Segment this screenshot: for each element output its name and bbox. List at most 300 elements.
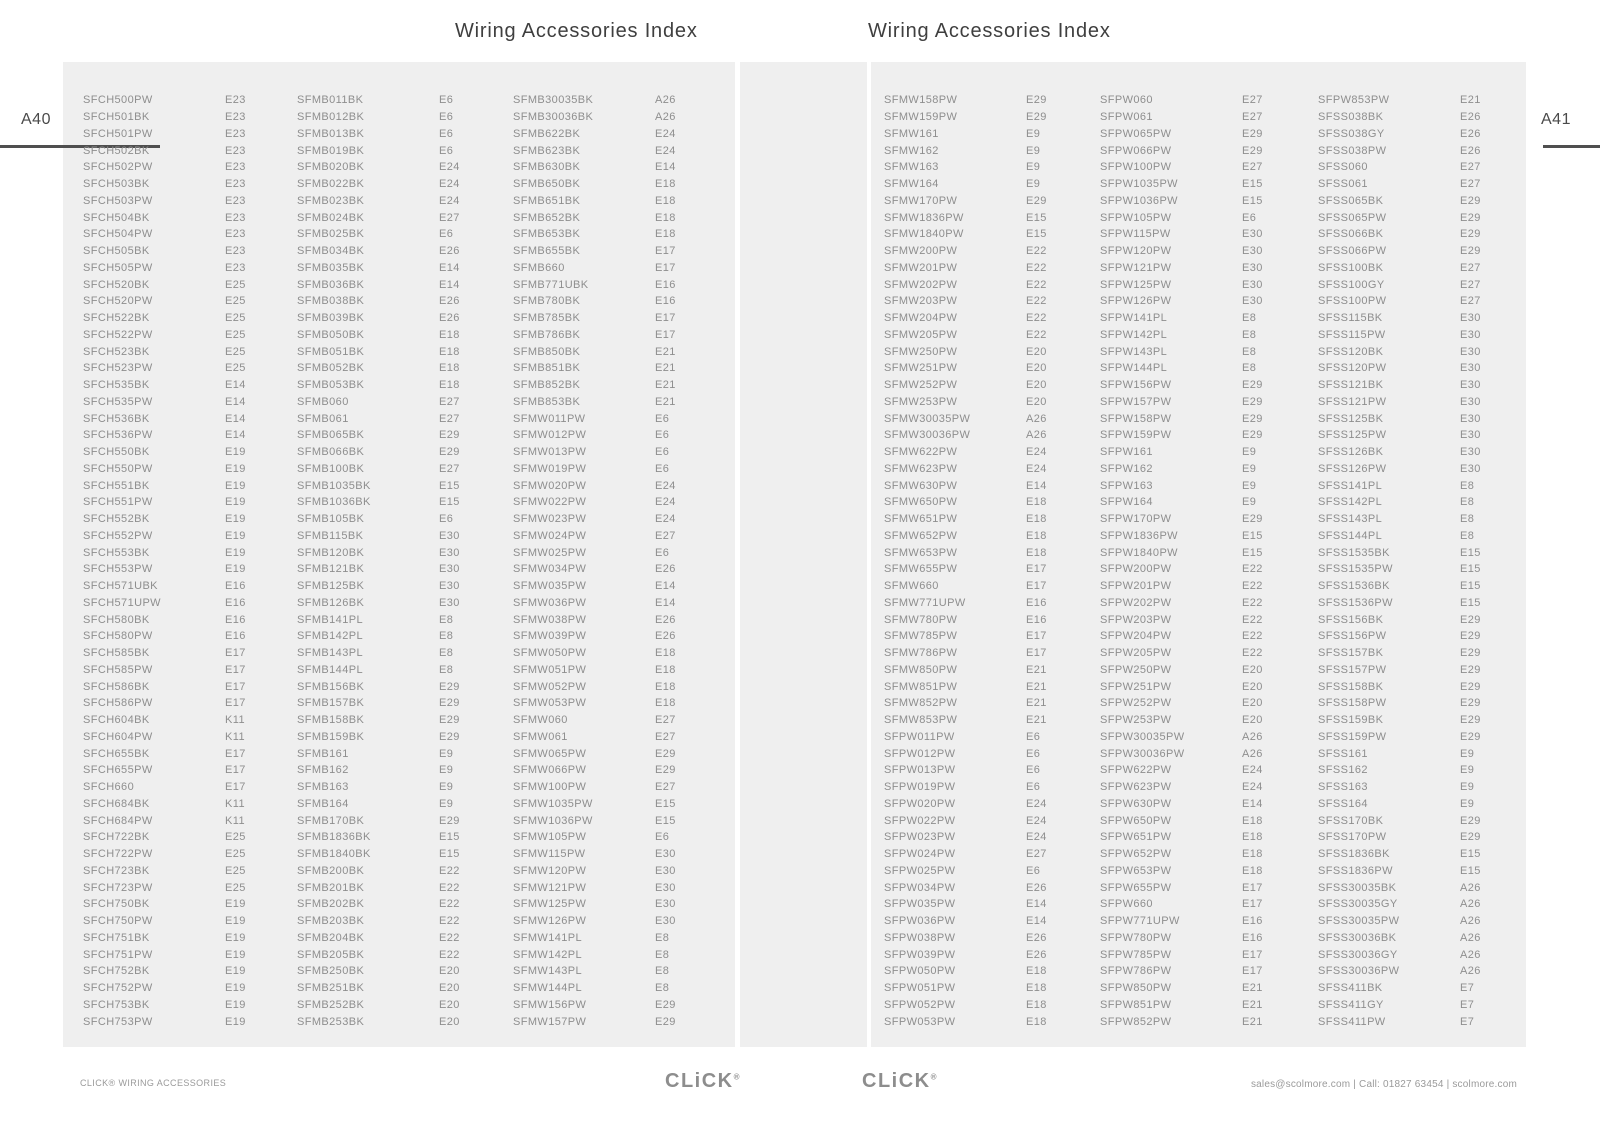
index-row xyxy=(1318,678,1481,695)
index-row xyxy=(1100,461,1263,478)
product-code: SFMB1840BK xyxy=(297,848,371,861)
index-row xyxy=(83,293,246,310)
product-code: SFPW851PW xyxy=(1100,998,1172,1011)
index-row xyxy=(83,394,246,411)
page-reference: E30 xyxy=(1242,228,1263,241)
product-code: SFMW200PW xyxy=(884,245,958,258)
page-reference: E30 xyxy=(1242,295,1263,308)
product-code: SFMB013BK xyxy=(297,127,365,140)
product-code: SFCH723BK xyxy=(83,864,150,877)
index-row xyxy=(1318,92,1481,109)
page-reference: E20 xyxy=(1026,362,1047,375)
product-code: SFMB651BK xyxy=(513,194,581,207)
product-code: SFMW144PL xyxy=(513,982,583,995)
page-reference: E27 xyxy=(439,211,460,224)
page-reference: E16 xyxy=(225,596,246,609)
product-code: SFPW1836PW xyxy=(1100,529,1178,542)
product-code: SFMW204PW xyxy=(884,312,958,325)
index-row xyxy=(884,846,1047,863)
page-reference: E18 xyxy=(1026,1015,1047,1028)
index-row xyxy=(513,410,676,427)
product-code: SFPW30036PW xyxy=(1100,747,1185,760)
page-reference: E21 xyxy=(1242,1015,1263,1028)
index-row xyxy=(1100,394,1263,411)
product-code: SFCH585BK xyxy=(83,647,150,660)
index-row xyxy=(1318,377,1481,394)
index-row xyxy=(513,863,676,880)
page-reference: E29 xyxy=(1460,647,1481,660)
product-code: SFSS1535BK xyxy=(1318,546,1390,559)
product-code: SFMB170BK xyxy=(297,814,365,827)
product-code: SFMB622BK xyxy=(513,127,581,140)
page-reference: E16 xyxy=(655,295,676,308)
page-reference: E21 xyxy=(655,395,676,408)
page-reference: E9 xyxy=(1026,144,1041,157)
index-column-left-2 xyxy=(297,92,460,1030)
page-reference: E18 xyxy=(655,680,676,693)
page-reference: E27 xyxy=(1026,848,1047,861)
product-code: SFSS164 xyxy=(1318,797,1368,810)
product-code: SFSS060 xyxy=(1318,161,1368,174)
index-row xyxy=(297,963,460,980)
product-code: SFSS143PL xyxy=(1318,513,1383,526)
page-reference: E25 xyxy=(225,312,246,325)
product-code: SFPW252PW xyxy=(1100,697,1172,710)
product-code: SFSS30035GY xyxy=(1318,898,1398,911)
page-reference: E16 xyxy=(1242,931,1263,944)
product-code: SFCH535BK xyxy=(83,379,150,392)
product-code: SFMW623PW xyxy=(884,462,958,475)
index-row xyxy=(884,611,1047,628)
product-code: SFSS126PW xyxy=(1318,462,1387,475)
product-code: SFCH550BK xyxy=(83,446,150,459)
product-code: SFMB126BK xyxy=(297,596,365,609)
page-reference: E7 xyxy=(1460,1015,1475,1028)
index-row xyxy=(297,159,460,176)
page-reference: E22 xyxy=(1026,261,1047,274)
page-reference: E14 xyxy=(439,261,460,274)
page-reference: E6 xyxy=(655,462,670,475)
page-reference: E24 xyxy=(1026,446,1047,459)
product-code: SFCH585PW xyxy=(83,663,153,676)
index-row xyxy=(513,1013,676,1030)
product-code: SFMW060 xyxy=(513,714,568,727)
page-reference: E15 xyxy=(439,831,460,844)
page-reference: E22 xyxy=(1026,295,1047,308)
page-reference: E16 xyxy=(1026,613,1047,626)
index-row xyxy=(1318,142,1481,159)
page-reference: E21 xyxy=(1026,697,1047,710)
page-reference: E16 xyxy=(225,613,246,626)
product-code: SFMW066PW xyxy=(513,764,587,777)
page-reference: E15 xyxy=(439,479,460,492)
index-row xyxy=(1318,846,1481,863)
index-row xyxy=(1100,226,1263,243)
page-reference: E29 xyxy=(439,714,460,727)
product-code: SFMW630PW xyxy=(884,479,958,492)
product-code: SFMW019PW xyxy=(513,462,587,475)
index-row xyxy=(297,528,460,545)
page-reference: E20 xyxy=(1242,663,1263,676)
product-code: SFPW164 xyxy=(1100,496,1153,509)
index-row xyxy=(513,461,676,478)
product-code: SFCH502BK xyxy=(83,144,150,157)
page-gutter-panel xyxy=(740,62,867,1047)
product-code: SFMB252BK xyxy=(297,998,365,1011)
page-reference: E19 xyxy=(225,915,246,928)
index-row xyxy=(513,729,676,746)
product-code: SFMB653BK xyxy=(513,228,581,241)
product-code: SFCH551PW xyxy=(83,496,153,509)
index-row xyxy=(297,377,460,394)
product-code: SFSS065PW xyxy=(1318,211,1387,224)
page-reference: E30 xyxy=(439,580,460,593)
index-row xyxy=(1100,260,1263,277)
product-code: SFCH684BK xyxy=(83,797,150,810)
product-code: SFCH660 xyxy=(83,781,135,794)
index-row xyxy=(1318,645,1481,662)
product-code: SFCH751BK xyxy=(83,931,150,944)
index-row xyxy=(297,109,460,126)
product-code: SFMB785BK xyxy=(513,312,581,325)
index-row xyxy=(83,377,246,394)
index-row xyxy=(1100,511,1263,528)
index-row xyxy=(297,846,460,863)
index-row xyxy=(83,109,246,126)
page-reference: E20 xyxy=(1026,379,1047,392)
product-code: SFCH750PW xyxy=(83,915,153,928)
index-row xyxy=(1318,829,1481,846)
product-code: SFCH604BK xyxy=(83,714,150,727)
index-row xyxy=(513,176,676,193)
page-reference: E18 xyxy=(1026,546,1047,559)
page-reference: E27 xyxy=(1242,94,1263,107)
product-code: SFMB852BK xyxy=(513,379,581,392)
page-reference: E7 xyxy=(1460,998,1475,1011)
product-code: SFCH552PW xyxy=(83,529,153,542)
product-code: SFPW061 xyxy=(1100,111,1153,124)
index-row xyxy=(884,243,1047,260)
index-row xyxy=(297,360,460,377)
product-code: SFPW203PW xyxy=(1100,613,1172,626)
page-reference: A26 xyxy=(1460,965,1481,978)
index-row xyxy=(83,829,246,846)
page-reference: E19 xyxy=(225,563,246,576)
index-row xyxy=(1100,980,1263,997)
product-code: SFPW050PW xyxy=(884,965,956,978)
index-row xyxy=(1100,779,1263,796)
index-row xyxy=(297,796,460,813)
product-code: SFMW120PW xyxy=(513,864,587,877)
product-code: SFMB143PL xyxy=(297,647,363,660)
product-code: SFPW100PW xyxy=(1100,161,1172,174)
product-code: SFMW061 xyxy=(513,730,568,743)
page-reference: E30 xyxy=(655,915,676,928)
page-number-right: A41 xyxy=(1541,111,1571,128)
index-row xyxy=(83,1013,246,1030)
page-reference: A26 xyxy=(1460,948,1481,961)
index-row xyxy=(884,779,1047,796)
product-code: SFSS158BK xyxy=(1318,680,1384,693)
product-code: SFMW023PW xyxy=(513,513,587,526)
index-row xyxy=(884,963,1047,980)
page-reference: E21 xyxy=(655,362,676,375)
page-reference: E30 xyxy=(655,898,676,911)
product-code: SFCH571UBK xyxy=(83,580,158,593)
product-code: SFPW653PW xyxy=(1100,864,1172,877)
product-code: SFPW202PW xyxy=(1100,596,1172,609)
product-code: SFMW100PW xyxy=(513,781,587,794)
page-reference: E20 xyxy=(1026,395,1047,408)
page-reference: E24 xyxy=(1026,831,1047,844)
product-code: SFMB036BK xyxy=(297,278,365,291)
page-reference: E15 xyxy=(439,848,460,861)
product-code: SFMB202BK xyxy=(297,898,365,911)
product-code: SFPW038PW xyxy=(884,931,956,944)
product-code: SFPW125PW xyxy=(1100,278,1172,291)
page-reference: E29 xyxy=(1242,429,1263,442)
index-row xyxy=(884,544,1047,561)
index-row xyxy=(297,662,460,679)
product-code: SFSS038PW xyxy=(1318,144,1387,157)
product-code: SFMW039PW xyxy=(513,630,587,643)
index-row xyxy=(513,427,676,444)
page-reference: E14 xyxy=(655,580,676,593)
page-reference: E27 xyxy=(655,730,676,743)
product-code: SFMB051BK xyxy=(297,345,365,358)
product-code: SFPW158PW xyxy=(1100,412,1172,425)
index-row xyxy=(83,176,246,193)
index-row xyxy=(83,595,246,612)
index-row xyxy=(83,461,246,478)
page-reference: E6 xyxy=(1026,781,1041,794)
page-reference: E29 xyxy=(1460,714,1481,727)
product-code: SFPW170PW xyxy=(1100,513,1172,526)
product-code: SFPW142PL xyxy=(1100,328,1168,341)
click-logo-left xyxy=(665,1070,740,1093)
page-reference: E9 xyxy=(1242,496,1257,509)
page-reference: E15 xyxy=(1460,596,1481,609)
product-code: SFMW143PL xyxy=(513,965,583,978)
page-reference: E19 xyxy=(225,546,246,559)
page-reference: E25 xyxy=(225,362,246,375)
product-code: SFMW202PW xyxy=(884,278,958,291)
index-row xyxy=(83,645,246,662)
page-reference: E29 xyxy=(439,680,460,693)
index-row xyxy=(513,109,676,126)
page-reference: E18 xyxy=(1242,831,1263,844)
page-reference: E27 xyxy=(655,529,676,542)
index-row xyxy=(1100,879,1263,896)
page-reference: E23 xyxy=(225,211,246,224)
index-row xyxy=(513,394,676,411)
index-row xyxy=(513,477,676,494)
product-code: SFMB205BK xyxy=(297,948,365,961)
product-code: SFMW013PW xyxy=(513,446,587,459)
product-code: SFMW205PW xyxy=(884,328,958,341)
product-code: SFMW050PW xyxy=(513,647,587,660)
index-row xyxy=(83,159,246,176)
product-code: SFMW785PW xyxy=(884,630,958,643)
page-reference: E24 xyxy=(1026,797,1047,810)
product-code: SFMW157PW xyxy=(513,1015,587,1028)
index-row xyxy=(297,444,460,461)
page-reference: E24 xyxy=(655,479,676,492)
product-code: SFMW012PW xyxy=(513,429,587,442)
index-row xyxy=(1100,712,1263,729)
page-reference: E8 xyxy=(439,613,454,626)
page-reference: E21 xyxy=(1026,714,1047,727)
index-row xyxy=(513,360,676,377)
page-reference: E30 xyxy=(655,848,676,861)
index-row xyxy=(513,997,676,1014)
index-row xyxy=(297,142,460,159)
product-code: SFMB164 xyxy=(297,797,349,810)
index-row xyxy=(1318,595,1481,612)
product-code: SFSS065BK xyxy=(1318,194,1384,207)
product-code: SFMW158PW xyxy=(884,94,958,107)
index-row xyxy=(884,796,1047,813)
page-reference: E7 xyxy=(1460,982,1475,995)
index-row xyxy=(297,343,460,360)
product-code: SFPW253PW xyxy=(1100,714,1172,727)
product-code: SFMW025PW xyxy=(513,546,587,559)
product-code: SFMW161 xyxy=(884,127,939,140)
page-reference: E9 xyxy=(1242,462,1257,475)
index-row xyxy=(513,561,676,578)
product-code: SFSS157BK xyxy=(1318,647,1384,660)
index-row xyxy=(1318,394,1481,411)
index-row xyxy=(884,410,1047,427)
index-row xyxy=(884,327,1047,344)
page-reference: E18 xyxy=(655,663,676,676)
product-code: SFMB025BK xyxy=(297,228,365,241)
index-row xyxy=(513,762,676,779)
page-reference: E6 xyxy=(1026,764,1041,777)
index-row xyxy=(884,343,1047,360)
page-reference: E16 xyxy=(1242,915,1263,928)
page-reference: E29 xyxy=(1460,194,1481,207)
index-row xyxy=(83,276,246,293)
product-code: SFMB158BK xyxy=(297,714,365,727)
page-reference: E22 xyxy=(1242,647,1263,660)
index-row xyxy=(513,293,676,310)
page-reference: E17 xyxy=(655,261,676,274)
page-reference: K11 xyxy=(225,797,245,810)
index-row xyxy=(513,678,676,695)
index-row xyxy=(1318,913,1481,930)
index-row xyxy=(1100,159,1263,176)
index-row xyxy=(83,628,246,645)
page-reference: E22 xyxy=(439,898,460,911)
index-row xyxy=(513,662,676,679)
product-code: SFCH536BK xyxy=(83,412,150,425)
index-row xyxy=(884,226,1047,243)
index-row xyxy=(297,92,460,109)
page-reference: E25 xyxy=(225,881,246,894)
index-row xyxy=(884,377,1047,394)
product-code: SFMB065BK xyxy=(297,429,365,442)
index-row xyxy=(884,494,1047,511)
index-row xyxy=(1100,946,1263,963)
index-row xyxy=(83,678,246,695)
product-code: SFSS1536PW xyxy=(1318,596,1393,609)
index-row xyxy=(1100,444,1263,461)
page-reference: E27 xyxy=(1460,178,1481,191)
product-code: SFMW252PW xyxy=(884,379,958,392)
page-reference: E8 xyxy=(1460,496,1475,509)
index-row xyxy=(513,276,676,293)
page-reference: E19 xyxy=(225,462,246,475)
product-code: SFMW250PW xyxy=(884,345,958,358)
product-code: SFMB144PL xyxy=(297,663,363,676)
product-code: SFCH522BK xyxy=(83,312,150,325)
page-reference: E14 xyxy=(1026,479,1047,492)
page-reference: E18 xyxy=(1026,529,1047,542)
product-code: SFSS121PW xyxy=(1318,395,1387,408)
page-reference: E18 xyxy=(655,194,676,207)
product-code: SFMW020PW xyxy=(513,479,587,492)
product-code: SFMB650BK xyxy=(513,178,581,191)
product-code: SFPW651PW xyxy=(1100,831,1172,844)
index-row xyxy=(297,1013,460,1030)
index-row xyxy=(884,678,1047,695)
index-row xyxy=(884,92,1047,109)
product-code: SFPW251PW xyxy=(1100,680,1172,693)
product-code: SFCH586BK xyxy=(83,680,150,693)
product-code: SFSS411PW xyxy=(1318,1015,1386,1028)
page-reference: E26 xyxy=(1460,127,1481,140)
page-reference: E19 xyxy=(225,965,246,978)
index-row xyxy=(884,863,1047,880)
index-row xyxy=(884,360,1047,377)
page-reference: E16 xyxy=(225,630,246,643)
product-code: SFCH523PW xyxy=(83,362,153,375)
index-row xyxy=(513,913,676,930)
page-reference: E25 xyxy=(225,278,246,291)
page-reference: E17 xyxy=(655,312,676,325)
product-code: SFMB163 xyxy=(297,781,349,794)
product-code: SFMB30035BK xyxy=(513,94,594,107)
page-reference: E24 xyxy=(655,513,676,526)
product-code: SFPW105PW xyxy=(1100,211,1172,224)
product-code: SFMB201BK xyxy=(297,881,365,894)
page-reference: E25 xyxy=(225,345,246,358)
product-code: SFMW771UPW xyxy=(884,596,966,609)
index-row xyxy=(884,109,1047,126)
page-reference: E30 xyxy=(439,596,460,609)
page-reference: E17 xyxy=(225,764,246,777)
product-code: SFMW162 xyxy=(884,144,939,157)
product-code: SFSS120PW xyxy=(1318,362,1387,375)
product-code: SFPW622PW xyxy=(1100,764,1172,777)
index-row xyxy=(1100,1013,1263,1030)
page-reference: E23 xyxy=(225,127,246,140)
product-code: SFPW051PW xyxy=(884,982,956,995)
page-reference: E18 xyxy=(1242,864,1263,877)
product-code: SFSS170BK xyxy=(1318,814,1384,827)
product-code: SFSS1836PW xyxy=(1318,864,1393,877)
index-row xyxy=(1100,963,1263,980)
product-code: SFMW1036PW xyxy=(513,814,593,827)
page-reference: E19 xyxy=(225,998,246,1011)
product-code: SFCH535PW xyxy=(83,395,153,408)
product-code: SFPW1036PW xyxy=(1100,194,1178,207)
index-row xyxy=(513,628,676,645)
index-row xyxy=(83,226,246,243)
product-code: SFCH684PW xyxy=(83,814,153,827)
page-reference: E22 xyxy=(439,864,460,877)
